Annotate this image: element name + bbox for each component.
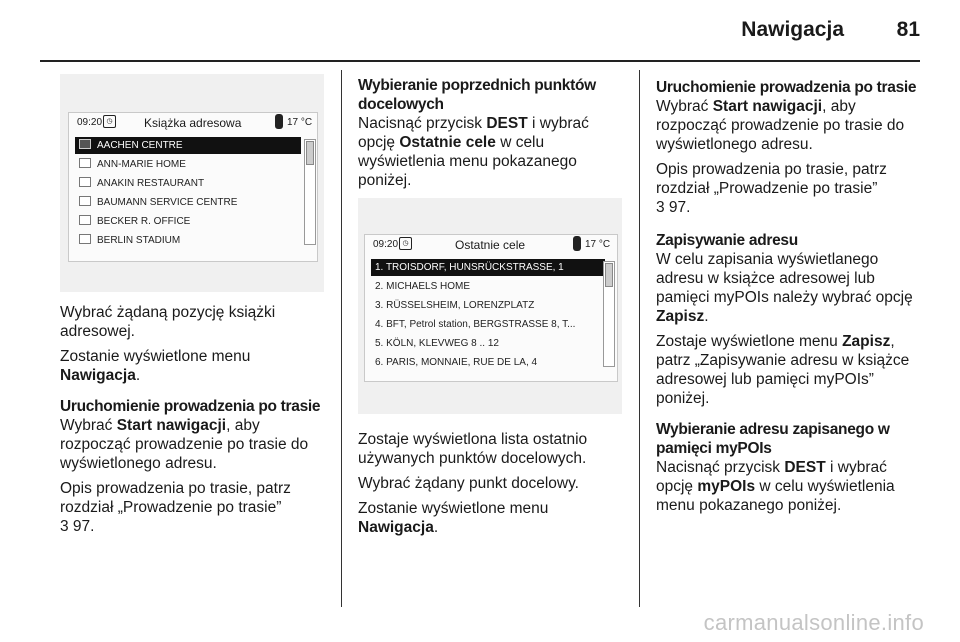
scrollbar[interactable] (603, 261, 615, 367)
header-rule (40, 60, 920, 62)
list-item-label: 4. BFT, Petrol station, BERGSTRASSE 8, T... (375, 319, 576, 330)
subheading: Uruchomienie prowadzenia po trasie (60, 398, 321, 415)
list-item-label: BAUMANN SERVICE CENTRE (97, 197, 238, 208)
list-item[interactable] (371, 278, 470, 295)
screen-title-bar (365, 235, 617, 255)
list-item-label: 6. PARIS, MONNAIE, RUE DE LA, 4 (375, 357, 538, 368)
paragraph: Opis prowadzenia po trasie, patrz rozdział „Prowadzenie po trasie” 3 97. (60, 480, 291, 535)
list-item[interactable] (75, 175, 204, 192)
list-item[interactable] (75, 213, 190, 230)
paragraph: Nacisnąć przycisk DEST i wybrać opcję Ostatnie cele w celu wyświetlenia menu pokazanego poniżej. (358, 115, 589, 189)
screen-temperature: 17 °C (585, 239, 611, 250)
list-item[interactable] (75, 137, 301, 154)
section-heading: Wybieranie adresu zapisanego w pamięci myPOIs (656, 421, 890, 457)
clock-icon: ◷ (399, 237, 412, 250)
entry-icon (79, 215, 91, 225)
entry-icon (79, 139, 91, 149)
paragraph: Wybrać żądany punkt docelowy. (358, 475, 579, 492)
screen-time: 09:20 (77, 117, 103, 128)
section-heading: Wybieranie poprzednich punktów docelowych (358, 77, 596, 113)
paragraph: Wybrać Start nawigacji, aby rozpocząć prowadzenie po trasie do wyświetlonego adresu. (656, 98, 905, 153)
column-3-text (656, 78, 922, 515)
entry-icon (79, 196, 91, 206)
screen-title: Książka adresowa (144, 116, 242, 130)
list-item[interactable] (371, 297, 534, 314)
list-item-label: 1. TROISDORF, HUNSRÜCKSTRASSE, 1 (375, 262, 564, 273)
screen-title: Ostatnie cele (455, 238, 526, 252)
watermark: carmanualsonline.info (703, 610, 924, 635)
entry-icon (79, 158, 91, 168)
list-item[interactable] (75, 194, 237, 211)
list-item-label: BERLIN STADIUM (97, 235, 181, 246)
paragraph: Zostaje wyświetlona lista ostatnio używanych punktów docelowych. (358, 431, 588, 467)
screen-title-bar (69, 113, 317, 133)
paragraph: Wybrać żądaną pozycję książki adresowej. (60, 304, 276, 340)
thermometer-icon (573, 236, 581, 251)
paragraph: Zostanie wyświetlone menu Nawigacja. (358, 500, 549, 536)
list-item[interactable] (371, 259, 605, 276)
list-item-label: 2. MICHAELS HOME (375, 281, 471, 292)
list-item[interactable] (371, 354, 537, 371)
scrollbar-thumb[interactable] (306, 141, 314, 165)
list-item[interactable] (75, 232, 180, 249)
column-divider (639, 70, 640, 607)
list-item-label: ANAKIN RESTAURANT (97, 178, 205, 189)
scrollbar[interactable] (304, 139, 316, 245)
paragraph: Zostaje wyświetlone menu Zapisz, patrz „Zapisywanie adresu w książce adresowej lub pamięci myPOIs” poniżej. (656, 333, 910, 407)
list-item-label: BECKER R. OFFICE (97, 216, 191, 227)
screenshot-address-book (60, 74, 324, 292)
column-2-text-lower (358, 430, 628, 537)
screenshot-recent-destinations (358, 198, 622, 414)
screen-temperature: 17 °C (287, 117, 313, 128)
list-item-label: 3. RÜSSELSHEIM, LORENZPLATZ (375, 300, 535, 311)
clock-icon: ◷ (103, 115, 116, 128)
display-screen (364, 234, 618, 382)
thermometer-icon (275, 114, 283, 129)
column-divider (341, 70, 342, 607)
column-1-text (60, 303, 330, 536)
screen-time: 09:20 (373, 239, 399, 250)
page-header (0, 0, 960, 62)
list-item[interactable] (371, 335, 499, 352)
list-item-label: 5. KÖLN, KLEVWEG 8 .. 12 (375, 338, 499, 349)
list-item-label: ANN-MARIE HOME (97, 159, 186, 170)
page-number: 81 (896, 18, 920, 41)
entry-icon (79, 177, 91, 187)
list-item[interactable] (75, 156, 186, 173)
subheading: Zapisywanie adresu (656, 232, 798, 249)
column-2-text (358, 76, 628, 190)
list-item[interactable] (371, 316, 575, 333)
header-title: Nawigacja (741, 18, 844, 41)
paragraph: Opis prowadzenia po trasie, patrz rozdział „Prowadzenie po trasie” 3 97. (656, 161, 887, 216)
list-item-label: AACHEN CENTRE (97, 140, 183, 151)
paragraph: Zostanie wyświetlone menu Nawigacja. (60, 348, 251, 384)
subheading: Uruchomienie prowadzenia po trasie (656, 79, 917, 96)
entry-icon (79, 234, 91, 244)
paragraph: W celu zapisania wyświetlanego adresu w książce adresowej lub pamięci myPOIs należy wybrać opcję Zapisz. (656, 251, 913, 325)
paragraph: Wybrać Start nawigacji, aby rozpocząć prowadzenie po trasie do wyświetlonego adresu. (60, 417, 309, 472)
paragraph: Nacisnąć przycisk DEST i wybrać opcję myPOIs w celu wyświetlenia menu pokazanego poniżej. (656, 459, 895, 514)
display-screen (68, 112, 318, 262)
scrollbar-thumb[interactable] (605, 263, 613, 287)
